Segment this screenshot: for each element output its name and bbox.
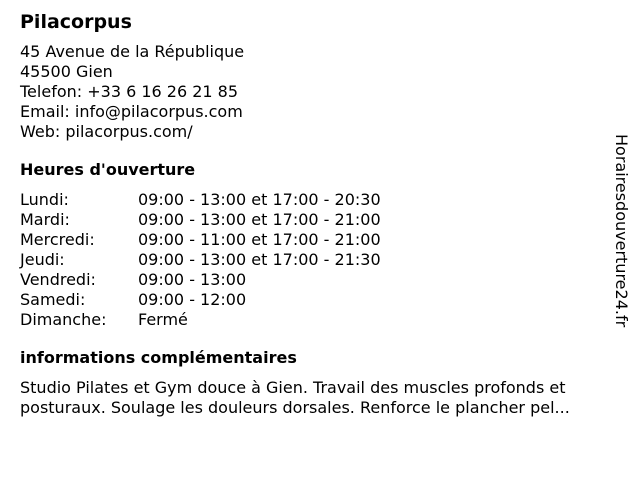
info-line-1: Studio Pilates et Gym douce à Gien. Travail des muscles profonds et [20,378,566,397]
email-line: Email: info@pilacorpus.com [20,102,243,121]
address-line-city: 45500 Gien [20,62,113,81]
hours-row-tuesday [20,210,620,230]
hours-row-thursday [20,250,620,270]
day-label: Mardi: [20,210,70,229]
additional-info-title: informations complémentaires [20,348,297,367]
hours-row-sunday [20,310,620,330]
day-label: Dimanche: [20,310,107,329]
day-label: Vendredi: [20,270,96,289]
additional-info-text [20,378,620,418]
hours-row-wednesday [20,230,620,250]
time-value: 09:00 - 13:00 et 17:00 - 21:00 [138,210,381,229]
opening-hours-title: Heures d'ouverture [20,160,196,179]
day-label: Samedi: [20,290,86,309]
info-line-2: posturaux. Soulage les douleurs dorsales. Renforce le plancher pel... [20,398,570,417]
business-card [20,10,620,418]
hours-row-saturday [20,290,620,310]
opening-hours-table [20,190,620,330]
site-watermark: Horairesdouverture24.fr [612,134,631,328]
phone-line: Telefon: +33 6 16 26 21 85 [20,82,239,101]
web-line: Web: pilacorpus.com/ [20,122,193,141]
time-value: 09:00 - 13:00 [138,270,247,289]
day-label: Jeudi: [20,250,65,269]
address-line-street: 45 Avenue de la République [20,42,245,61]
day-label: Mercredi: [20,230,95,249]
time-value: Fermé [138,310,188,329]
time-value: 09:00 - 13:00 et 17:00 - 21:30 [138,250,381,269]
time-value: 09:00 - 13:00 et 17:00 - 20:30 [138,190,381,209]
hours-row-friday [20,270,620,290]
business-name: Pilacorpus [20,11,132,33]
day-label: Lundi: [20,190,69,209]
time-value: 09:00 - 12:00 [138,290,247,309]
time-value: 09:00 - 11:00 et 17:00 - 21:00 [138,230,381,249]
hours-row-monday [20,190,620,210]
